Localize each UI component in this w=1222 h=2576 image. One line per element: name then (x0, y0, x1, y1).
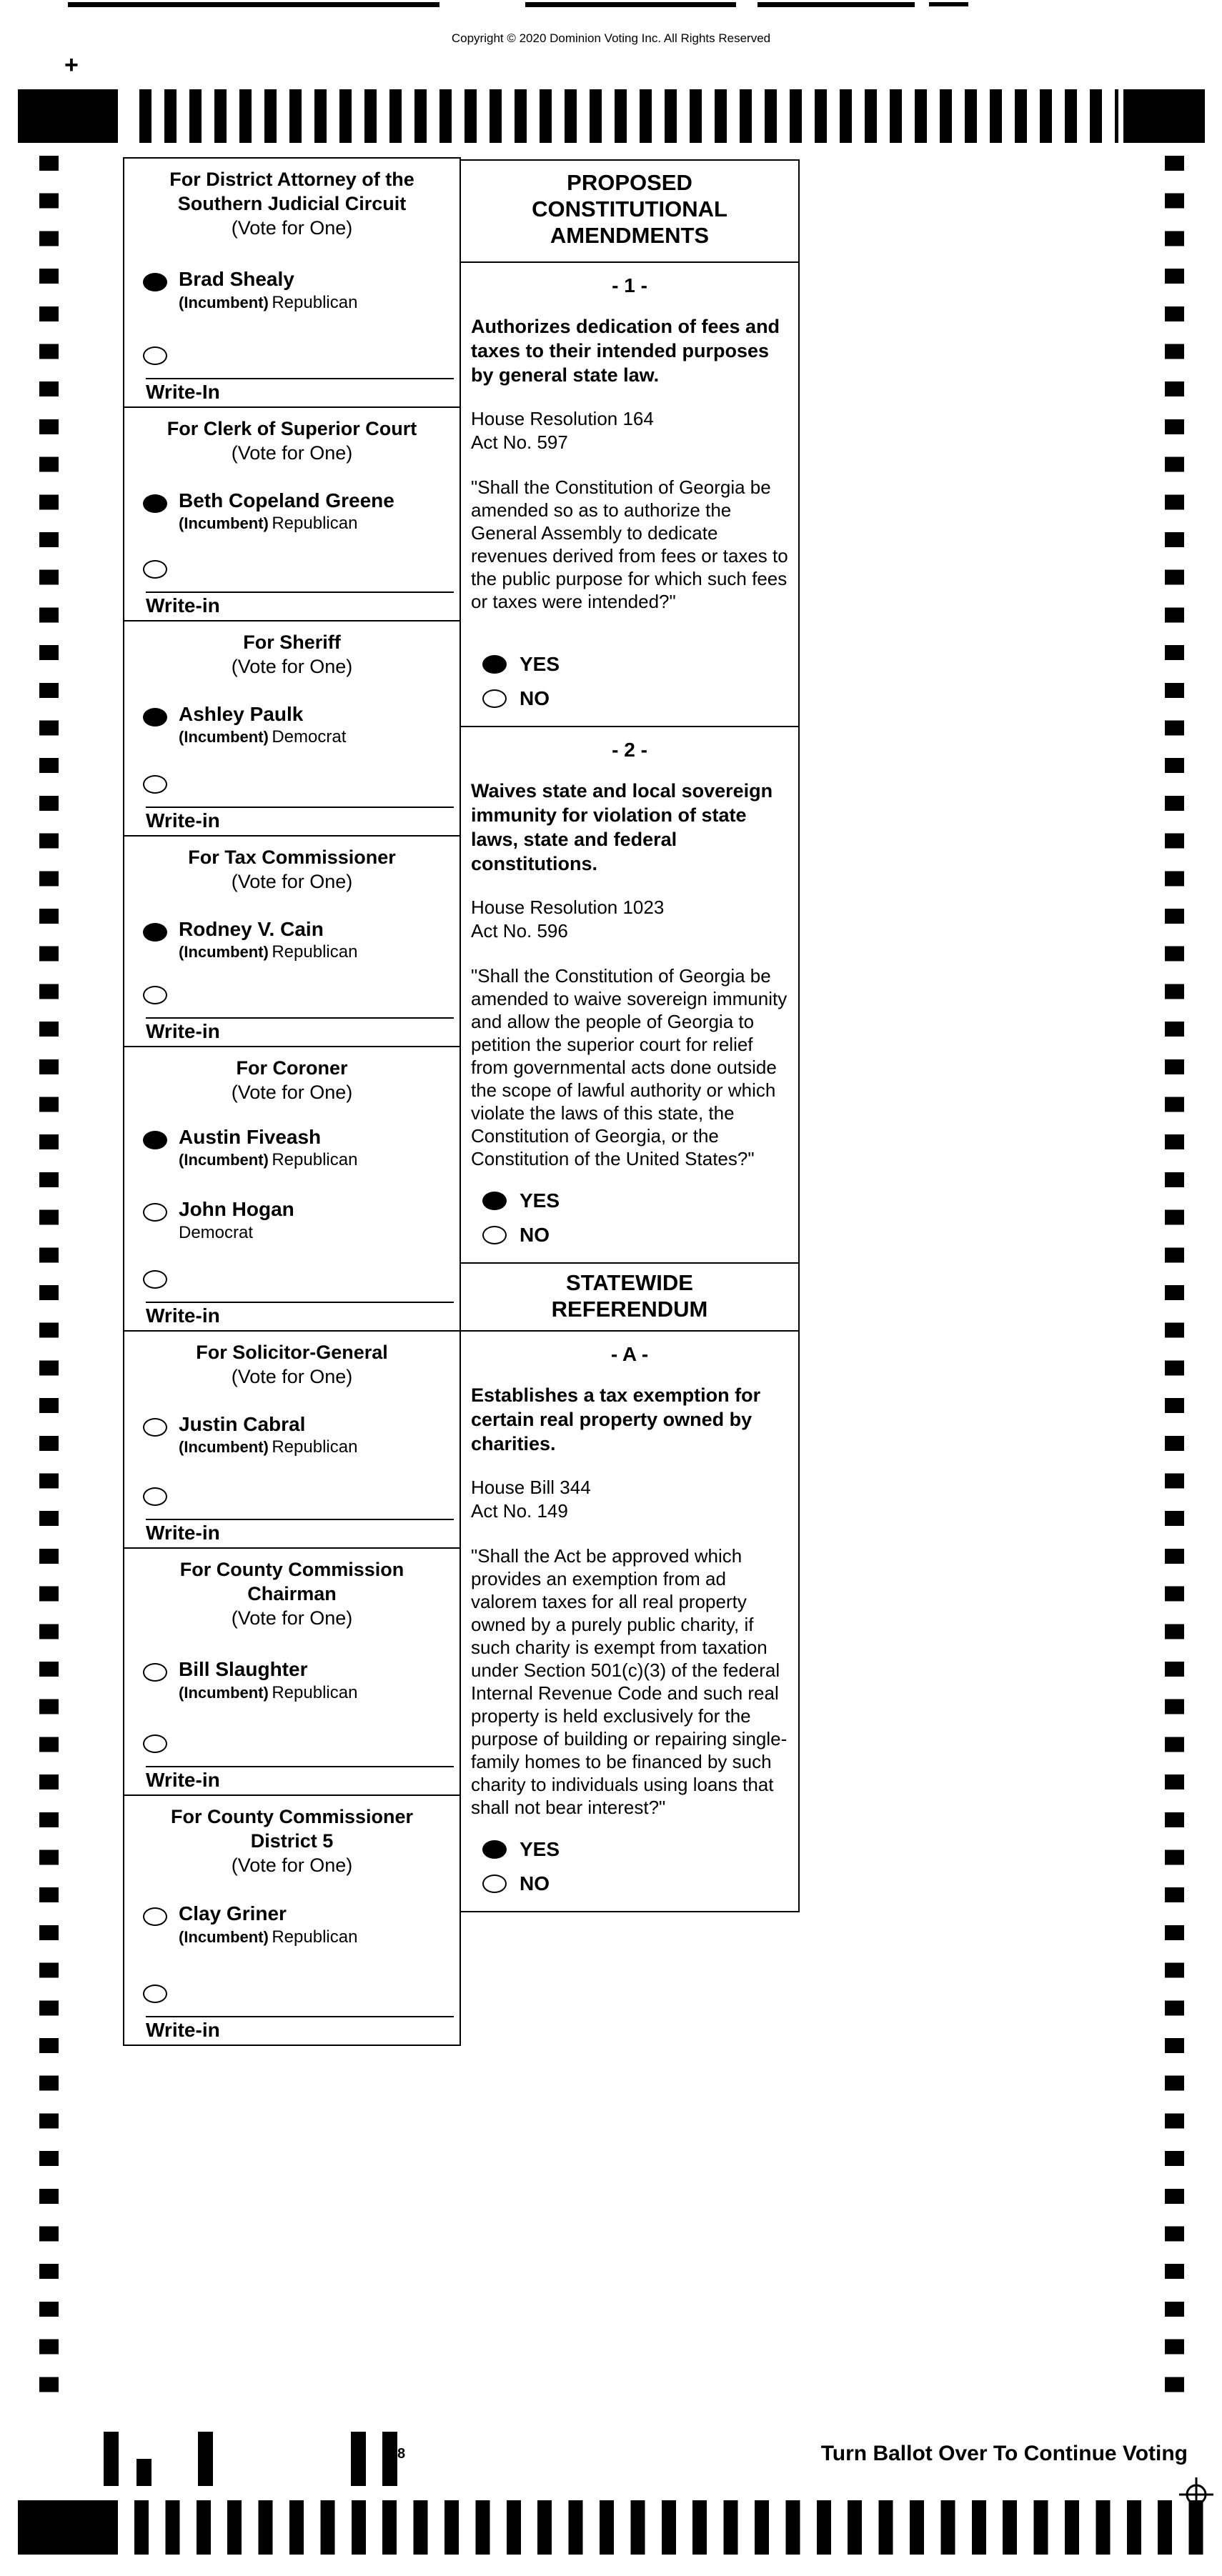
contest-sheriff (123, 620, 461, 837)
write-in-label: Write-in (146, 1304, 220, 1327)
write-in-label: Write-in (146, 2019, 220, 2041)
measure-options (482, 641, 560, 710)
write-in-area[interactable] (146, 1017, 454, 1043)
vote-for-instruction: (Vote for One) (231, 441, 353, 464)
timing-block-bottom-left (18, 2500, 118, 2555)
candidate-oval[interactable] (143, 923, 167, 942)
contest-title: For Coroner (236, 1057, 348, 1079)
write-in-label: Write-in (146, 1769, 220, 1791)
candidate-oval[interactable] (143, 1907, 167, 1926)
contest-coroner (123, 1046, 461, 1332)
measure-number: - 2 - (612, 739, 647, 761)
measure-summary: Establishes a tax exemption for certain real property owned by charities. (471, 1384, 761, 1455)
contest-title: For Clerk of Superior Court (167, 418, 417, 439)
contest-title: For County Commission Chairman (179, 1559, 404, 1604)
contest-county-commission-chairman (123, 1547, 461, 1796)
candidate-oval[interactable] (143, 708, 167, 727)
yes-oval[interactable] (482, 1840, 507, 1859)
candidate-name: Ashley Paulk (179, 702, 304, 725)
turn-ballot-over-text: Turn Ballot Over To Continue Voting (820, 2442, 1188, 2465)
candidate-row (124, 704, 460, 747)
measure-number: - A - (610, 1343, 649, 1365)
vote-for-instruction: (Vote for One) (231, 1081, 353, 1103)
measure-question: "Shall the Act be approved which provides an exemption from ad valorem taxes for all real property owned by a purely public charity, if such charity is exempt from taxation under Section 501(c)(3) of the federal Internal Revenue Code and such real property is held exclusively for the purpose of building or repairing single-family homes to be financed by such charity to individuals using loans that shall not bear interest?" (471, 1545, 788, 1818)
timing-mark-column-left (39, 156, 59, 2392)
write-in-label: Write-In (146, 381, 220, 403)
incumbent-label: (Incumbent) (179, 514, 269, 533)
measure-amendment-1 (460, 261, 800, 727)
barcode-bar (198, 2432, 213, 2486)
no-oval[interactable] (482, 689, 507, 708)
yes-label: YES (520, 653, 560, 675)
candidate-oval[interactable] (143, 494, 167, 513)
option-row (482, 1224, 560, 1247)
yes-label: YES (520, 1189, 560, 1212)
candidate-name: Clay Griner (179, 1902, 287, 1925)
no-label: NO (520, 1872, 550, 1894)
party-label: Republican (272, 1150, 358, 1170)
candidate-name: Rodney V. Cain (179, 917, 324, 940)
option-row (482, 1838, 560, 1861)
candidate-name: Austin Fiveash (179, 1125, 322, 1148)
measure-options (482, 1827, 560, 1895)
plus-registration-mark: + (64, 51, 79, 79)
candidate-row (124, 1659, 460, 1702)
measure-question: "Shall the Constitution of Georgia be amended to waive sovereign immunity and allow the people of Georgia to petition the superior court for relief from governmental acts done outside the scope of lawful authority or which violate the laws of this state, the Constitution of Georgia, or the Constitution of the United States?" (471, 965, 788, 1169)
contest-tax-commissioner (123, 835, 461, 1047)
write-in-oval[interactable] (143, 1487, 167, 1506)
write-in-label: Write-in (146, 1020, 220, 1042)
candidate-row (124, 1199, 460, 1242)
write-in-oval[interactable] (143, 560, 167, 579)
party-label: Democrat (272, 727, 347, 747)
incumbent-label: (Incumbent) (179, 1928, 269, 1947)
timing-marks-top (139, 89, 1118, 143)
candidate-oval[interactable] (143, 1131, 167, 1149)
candidate-name: Bill Slaughter (179, 1658, 308, 1681)
timing-block-top-right (1123, 89, 1205, 143)
candidate-oval[interactable] (143, 1418, 167, 1437)
party-label: Democrat (179, 1223, 254, 1243)
measure-ref-line: House Bill 344 (471, 1477, 591, 1499)
vote-for-instruction: (Vote for One) (231, 655, 353, 677)
no-label: NO (520, 687, 550, 709)
incumbent-label: (Incumbent) (179, 294, 269, 312)
amendments-header-box (460, 159, 800, 263)
vote-for-instruction: (Vote for One) (231, 1854, 353, 1876)
barcode-bar (136, 2459, 151, 2486)
contest-title: For Sheriff (243, 631, 341, 653)
candidate-row (124, 490, 460, 533)
write-in-label: Write-in (146, 594, 220, 616)
write-in-oval[interactable] (143, 1270, 167, 1289)
candidate-row (124, 1903, 460, 1946)
measure-amendment-2 (460, 726, 800, 1264)
measure-ref-line: Act No. 596 (471, 919, 568, 942)
scan-artifact (525, 2, 736, 7)
option-row (482, 687, 560, 710)
incumbent-label: (Incumbent) (179, 1684, 269, 1702)
option-row (482, 1189, 560, 1212)
candidate-oval[interactable] (143, 273, 167, 291)
write-in-area[interactable] (146, 591, 454, 617)
write-in-area[interactable] (146, 1302, 454, 1327)
measure-ref-line: Act No. 597 (471, 431, 568, 453)
candidate-row (124, 1414, 460, 1457)
timing-marks-bottom (134, 2500, 1206, 2555)
measure-ref-line: House Resolution 1023 (471, 897, 665, 919)
candidate-row (124, 919, 460, 962)
contest-county-commissioner-district-5 (123, 1794, 461, 2046)
yes-oval[interactable] (482, 1192, 507, 1210)
copyright-line: Copyright © 2020 Dominion Voting Inc. All Rights Reserved (451, 31, 771, 45)
barcode-bar (104, 2432, 119, 2486)
candidate-name: John Hogan (179, 1198, 294, 1221)
measure-number: - 1 - (612, 274, 647, 296)
measure-question: "Shall the Constitution of Georgia be amended so as to authorize the General Assembly to dedicate revenues derived from fees or taxes to the public purpose for which such fees or taxes were intended?" (471, 476, 788, 612)
scan-artifact (757, 2, 915, 7)
party-label: Republican (272, 293, 358, 313)
no-oval[interactable] (482, 1226, 507, 1244)
timing-block-top-left (18, 89, 118, 143)
contest-title: For County Commissioner District 5 (170, 1806, 414, 1852)
contest-title: For District Attorney of the Southern Judicial Circuit (169, 169, 414, 214)
barcode-digit: 8 (397, 2446, 406, 2462)
party-label: Republican (272, 942, 358, 962)
measure-ref-line: Act No. 149 (471, 1499, 568, 1522)
write-in-area[interactable] (146, 2016, 454, 2042)
candidate-name: Beth Copeland Greene (179, 489, 394, 511)
contest-title: For Solicitor-General (196, 1342, 388, 1363)
write-in-oval[interactable] (143, 346, 167, 365)
party-label: Republican (272, 1927, 358, 1947)
measure-referendum-a (460, 1330, 800, 1912)
candidate-oval[interactable] (143, 1663, 167, 1682)
write-in-area[interactable] (146, 378, 454, 404)
contest-district-attorney (123, 157, 461, 408)
yes-oval[interactable] (482, 655, 507, 674)
incumbent-label: (Incumbent) (179, 943, 269, 962)
write-in-label: Write-in (146, 809, 220, 832)
write-in-oval[interactable] (143, 1985, 167, 2003)
amendments-header: PROPOSED CONSTITUTIONAL AMENDMENTS (532, 170, 727, 249)
no-oval[interactable] (482, 1874, 507, 1893)
barcode-bar (382, 2432, 397, 2486)
measures-column (460, 161, 800, 1912)
candidate-row (124, 1127, 460, 1169)
scan-artifact (68, 2, 439, 7)
write-in-oval[interactable] (143, 986, 167, 1004)
measure-ref-line: House Resolution 164 (471, 408, 654, 430)
write-in-area[interactable] (146, 807, 454, 832)
option-row (482, 1872, 560, 1895)
write-in-area[interactable] (146, 1766, 454, 1792)
vote-for-instruction: (Vote for One) (231, 1607, 353, 1629)
measure-summary: Authorizes dedication of fees and taxes to their intended purposes by general state law. (471, 316, 780, 386)
no-label: NO (520, 1224, 550, 1246)
barcode-bar (351, 2432, 366, 2486)
write-in-label: Write-in (146, 1522, 220, 1544)
referendum-header: STATEWIDE REFERENDUM (551, 1270, 708, 1322)
candidate-name: Brad Shealy (179, 268, 294, 291)
incumbent-label: (Incumbent) (179, 1438, 269, 1457)
write-in-oval[interactable] (143, 775, 167, 794)
option-row (482, 653, 560, 676)
write-in-area[interactable] (146, 1519, 454, 1544)
contest-solicitor-general (123, 1330, 461, 1549)
party-label: Republican (272, 514, 358, 534)
yes-label: YES (520, 1838, 560, 1860)
vote-for-instruction: (Vote for One) (231, 870, 353, 892)
candidate-oval[interactable] (143, 1203, 167, 1222)
incumbent-label: (Incumbent) (179, 1151, 269, 1169)
vote-for-instruction: (Vote for One) (231, 1365, 353, 1387)
vote-for-instruction: (Vote for One) (231, 216, 353, 239)
party-label: Republican (272, 1683, 358, 1703)
measure-options (482, 1178, 560, 1247)
contest-title: For Tax Commissioner (188, 847, 396, 868)
write-in-oval[interactable] (143, 1734, 167, 1753)
contest-column (123, 159, 461, 2046)
measure-summary: Waives state and local sovereign immunity for violation of state laws, state and federal constitutions. (471, 780, 773, 875)
referendum-header-box (460, 1262, 800, 1332)
contest-clerk-superior-court (123, 406, 461, 621)
timing-mark-column-right (1165, 156, 1184, 2392)
incumbent-label: (Incumbent) (179, 728, 269, 747)
scan-artifact (929, 2, 968, 6)
party-label: Republican (272, 1437, 358, 1457)
candidate-row (124, 269, 460, 311)
candidate-name: Justin Cabral (179, 1412, 306, 1435)
